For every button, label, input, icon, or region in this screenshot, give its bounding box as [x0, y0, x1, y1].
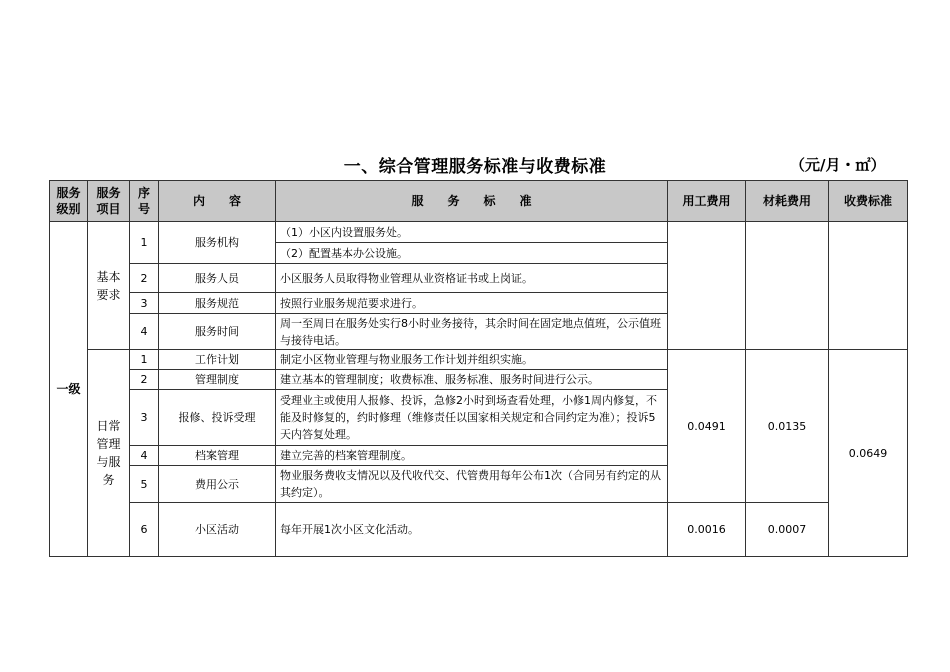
fee-standard-table	[49, 180, 908, 557]
seq-cell: 4	[130, 446, 159, 466]
seq-cell: 1	[130, 350, 159, 370]
standard-cell: （1）小区内设置服务处。	[276, 222, 668, 243]
fee-cell-basic	[829, 222, 908, 350]
content-cell: 服务人员	[159, 264, 276, 293]
content-cell: 服务时间	[159, 314, 276, 350]
standard-cell: 制定小区物业管理与物业服务工作计划并组织实施。	[276, 350, 668, 370]
table-row	[50, 222, 908, 243]
standard-cell: （2）配置基本办公设施。	[276, 243, 668, 264]
material-activity-cell: 0.0007	[746, 503, 829, 557]
table-row	[50, 503, 908, 557]
seq-cell: 2	[130, 370, 159, 390]
content-cell: 服务机构	[159, 222, 276, 264]
standard-cell: 建立基本的管理制度；收费标准、服务标准、服务时间进行公示。	[276, 370, 668, 390]
labor-cell-basic	[668, 222, 746, 350]
fee-total-cell: 0.0649	[829, 350, 908, 557]
material-main-cell: 0.0135	[746, 350, 829, 503]
standard-cell: 周一至周日在服务处实行8小时业务接待，其余时间在固定地点值班，公示值班与接待电话。	[276, 314, 668, 350]
level-cell: 一级	[50, 222, 88, 557]
material-cell-basic	[746, 222, 829, 350]
seq-cell: 5	[130, 466, 159, 503]
unit-label: （元/月・㎡）	[790, 156, 886, 174]
seq-cell: 2	[130, 264, 159, 293]
seq-cell: 6	[130, 503, 159, 557]
header-item: 服务项目	[88, 181, 130, 222]
standard-cell: 按照行业服务规范要求进行。	[276, 293, 668, 314]
page-title: 一、综合管理服务标准与收费标准	[343, 157, 607, 177]
content-cell: 工作计划	[159, 350, 276, 370]
seq-cell: 4	[130, 314, 159, 350]
content-cell: 费用公示	[159, 466, 276, 503]
labor-main-cell: 0.0491	[668, 350, 746, 503]
seq-cell: 1	[130, 222, 159, 264]
header-level: 服务级别	[50, 181, 88, 222]
header-standard: 服 务 标 准	[276, 181, 668, 222]
labor-activity-cell: 0.0016	[668, 503, 746, 557]
standard-cell: 物业服务费收支情况以及代收代交、代管费用每年公布1次（合同另有约定的从其约定）。	[276, 466, 668, 503]
header-row	[50, 181, 908, 222]
content-cell: 档案管理	[159, 446, 276, 466]
standard-cell: 建立完善的档案管理制度。	[276, 446, 668, 466]
seq-cell: 3	[130, 390, 159, 446]
seq-cell: 3	[130, 293, 159, 314]
content-cell: 小区活动	[159, 503, 276, 557]
header-content: 内 容	[159, 181, 276, 222]
content-cell: 报修、投诉受理	[159, 390, 276, 446]
table-row	[50, 350, 908, 370]
standard-cell: 受理业主或使用人报修、投诉，急修2小时到场查看处理，小修1周内修复，不能及时修复的，约时修理（维修责任以国家相关规定和合同约定为准）；投诉5天内答复处理。	[276, 390, 668, 446]
header-material: 材耗费用	[746, 181, 829, 222]
header-labor: 用工费用	[668, 181, 746, 222]
standard-cell: 小区服务人员取得物业管理从业资格证书或上岗证。	[276, 264, 668, 293]
group-basic: 基本要求	[88, 222, 130, 350]
content-cell: 管理制度	[159, 370, 276, 390]
content-cell: 服务规范	[159, 293, 276, 314]
header-fee: 收费标准	[829, 181, 908, 222]
group-daily: 日常管理与服务	[88, 350, 130, 557]
header-seq: 序号	[130, 181, 159, 222]
standard-cell: 每年开展1次小区文化活动。	[276, 503, 668, 557]
